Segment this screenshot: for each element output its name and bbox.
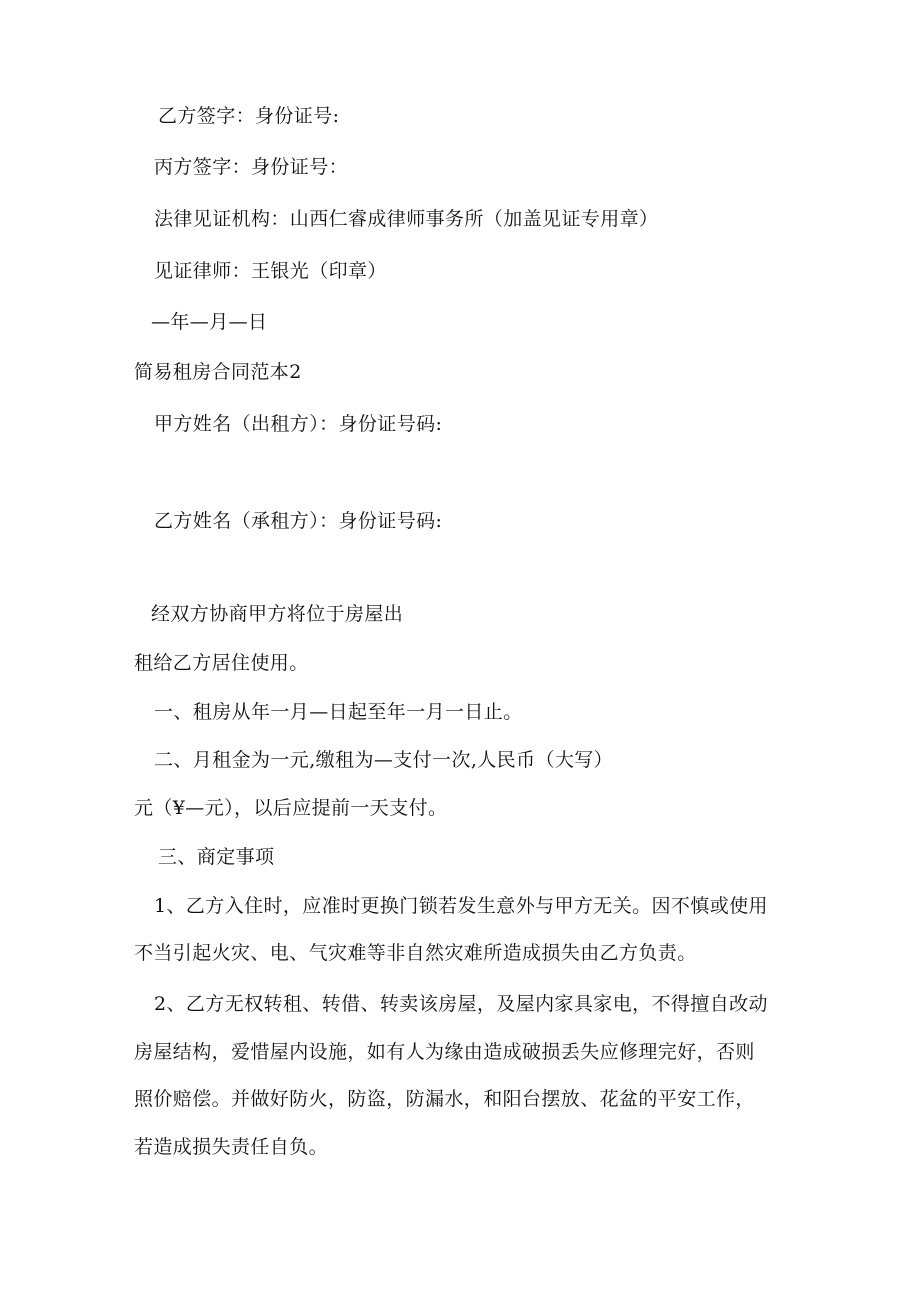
legal-witness-organization-line: 法律见证机构：山西仁睿成律师事务所（加盖见证专用章） — [154, 208, 659, 230]
clause-3-heading: 三、商定事项 — [158, 846, 275, 868]
item-2-line-3: 照价赔偿。并做好防火，防盗，防漏水，和阳台摆放、花盆的平安工作， — [134, 1088, 755, 1110]
item-1-line-1: 1、乙方入住时，应准时更换门锁若发生意外与甲方无关。因不慎或使用 — [154, 895, 768, 917]
item-1-line-2: 不当引起火灾、电、气灾难等非自然灾难所造成损失由乙方负责。 — [134, 942, 697, 964]
signature-date-line: —年—月—日 — [151, 311, 268, 333]
contract-title: 简易租房合同范本2 — [134, 361, 302, 383]
clause-2-line-1: 二、月租金为一元,缴租为—支付一次,人民币（大写） — [154, 749, 614, 771]
item-2-line-4: 若造成损失责任自负。 — [134, 1136, 329, 1158]
item-2-line-1: 2、乙方无权转租、转借、转卖该房屋，及屋内家具家电，不得擅自改动 — [154, 993, 768, 1015]
intro-line-2: 租给乙方居住使用。 — [134, 652, 309, 674]
tenant-party-line: 乙方姓名（承租方）：身份证号码: — [154, 510, 443, 532]
item-2-line-2: 房屋结构，爱惜屋内设施，如有人为缘由造成破损丢失应修理完好，否则 — [134, 1041, 755, 1063]
landlord-party-line: 甲方姓名（出租方）：身份证号码: — [154, 413, 443, 435]
witness-lawyer-line: 见证律师：王银光（印章） — [154, 260, 387, 282]
party-c-signature-line: 丙方签字：身份证号： — [154, 156, 349, 178]
clause-2-line-2: 元（¥—元），以后应提前一天支付。 — [134, 797, 448, 819]
intro-line-1: 经双方协商甲方将位于房屋出 — [151, 603, 404, 625]
clause-1: 一、租房从年一月—日起至年一月一日止。 — [154, 701, 523, 723]
party-b-signature-line: 乙方签字：身份证号: — [158, 105, 340, 127]
